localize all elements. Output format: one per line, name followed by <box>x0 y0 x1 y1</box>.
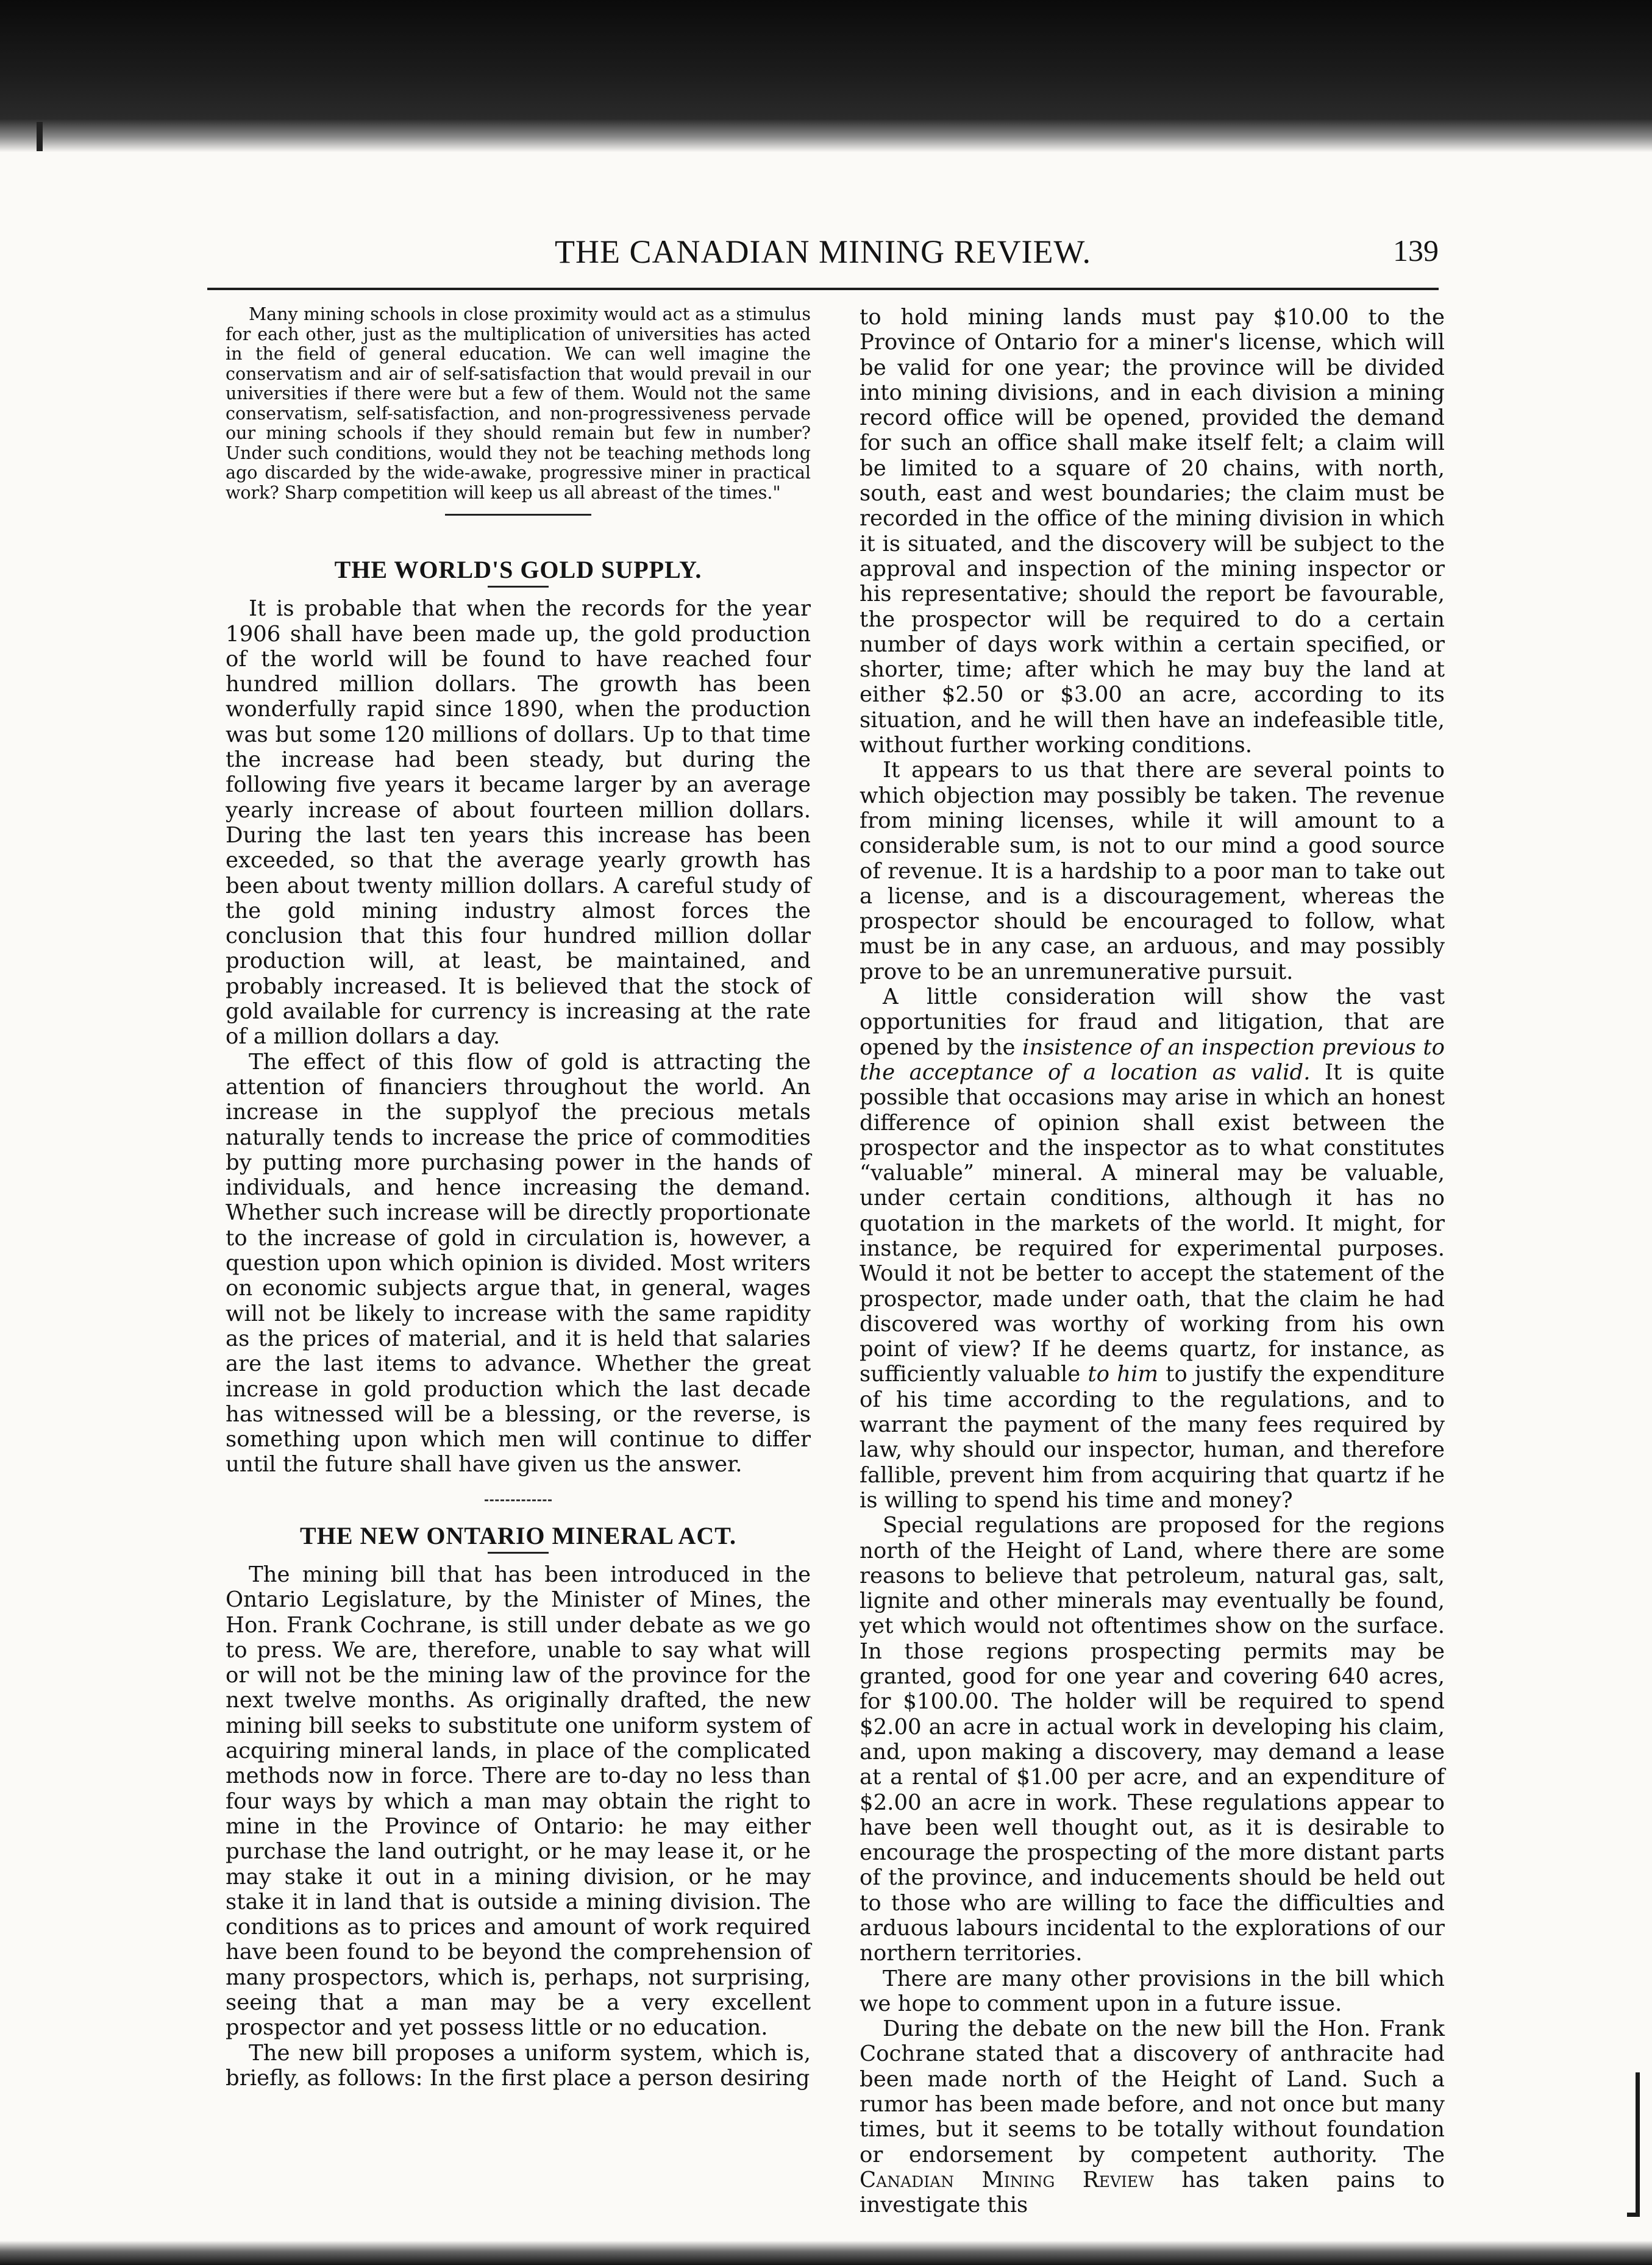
scan-bracket-mark <box>1627 2072 1640 2217</box>
paragraph-text: has taken pains to investigate this <box>860 2167 1445 2218</box>
section-separator <box>485 1499 552 1501</box>
paragraph-text: During the debate on the new bill the Hon. Frank Cochrane stated that a discovery of anthracite had been made north of the Height of Land. Such a rumor has been made before, and not once but many times, but it seems to be totally without foundation or endorsement by competent authority. The <box>860 2016 1445 2167</box>
objections-paragraph: It appears to us that there are several points to which objection may possibly be taken. The revenue from mining licenses, while it will amount to a considerable sum, is not to our mind a good source of revenue. It is a hardship to a poor man to take out a license, and is a discouragement, whereas the prospector should be encouraged to follow, what must be in any case, an arduous, and may possibly prove to be an unremunerative pursuit. <box>860 758 1445 984</box>
journal-title: THE CANADIAN MINING REVIEW. <box>555 233 1091 270</box>
scan-border-bottom <box>0 2241 1652 2265</box>
left-column <box>226 305 811 2225</box>
italic-phrase: to him <box>1088 1362 1159 1387</box>
gold-supply-paragraph: It is probable that when the records for the year 1906 shall have been made up, the gold production of the world will be found to have reached four hundred million dollars. The growth has been wonderfully rapid since 1890, when the production was but some 120 millions of dollars. Up to that time the increase had been steady, but during the following five years it became larger by an average yearly increase of about fourteen million dollars. During the last ten years this increase has been exceeded, so that the average yearly growth has been about twenty million dollars. A careful study of the gold mining industry almost forces the conclusion that this four hundred million dollar production will, at least, be maintained, and probably increased. It is believed that the stock of gold available for currency is increasing at the rate of a million dollars a day. <box>226 596 811 1050</box>
mineral-act-paragraph: The new bill proposes a uniform system, which is, briefly, as follows: In the first place a person desiring <box>226 2040 811 2091</box>
paragraph-text: It is quite possible that occasions may arise in which an honest difference of opinion shall exist between the prospector and the inspector as to what constitutes “valuable” mineral. A mineral may be valuable, under certain conditions, although it has no quotation in the markets of the world. It might, for instance, be required for experimental purposes. Would it not be better to accept the statement of the prospector, made under oath, that the claim he had discovered was worthy of working from his own point of view? If he deems quartz, for instance, as sufficiently valuable <box>860 1059 1445 1387</box>
scan-edge-mark <box>37 122 43 151</box>
gold-supply-paragraph: The effect of this flow of gold is attracting the attention of financiers throughout the world. An increase in the supplyof the precious metals naturally tends to increase the price of commodities by putting more purchasing power in the hands of individuals, and hence increasing the demand. Whether such increase will be directly proportionate to the increase of gold in circulation is, however, a question upon which opinion is divided. Most writers on economic subjects argue that, in general, wages will not be likely to increase with the same rapidity as the prices of material, and it is held that salaries are the last items to advance. Whether the great increase in gold production which the last decade has witnessed will be a blessing, or the reverse, is something upon which men will continue to differ until the future shall have given us the answer. <box>226 1049 811 1477</box>
scan-border-top <box>0 0 1652 152</box>
paragraph-text: A little consideration will show the vast opportunities for fraud and litigation, that are opened by the <box>860 984 1445 1060</box>
right-column <box>860 305 1445 2225</box>
anthracite-paragraph <box>860 2016 1445 2217</box>
heading-worlds-gold-supply: THE WORLD'S GOLD SUPPLY. <box>334 556 702 583</box>
fraud-litigation-paragraph <box>860 984 1445 1513</box>
running-head <box>207 227 1439 290</box>
heading-new-ontario-mineral-act: THE NEW ONTARIO MINERAL ACT. <box>300 1521 736 1549</box>
other-provisions-paragraph: There are many other provisions in the bill which we hope to comment upon in a future issue. <box>860 1966 1445 2016</box>
page-number: 139 <box>1393 233 1439 268</box>
mineral-act-paragraph: The mining bill that has been introduced in the Ontario Legislature, by the Minister of Mines, the Hon. Frank Cochrane, is still under debate as we go to press. We are, therefore, unable to say what will or will not be the mining law of the province for the next twelve months. As originally drafted, the new mining bill seeks to substitute one uniform system of acquiring mineral lands, in place of the complicated methods now in force. There are to-day no less than four ways by which a man may obtain the right to mine in the Province of Ontario: he may either purchase the land outright, or he may lease it, or he may stake it out in a mining division, or he may stake it in land that is outside a mining division. The conditions as to prices and amount of work required have been found to be beyond the comprehension of many prospectors, which is, perhaps, not surprising, seeing that a man may be a very excellent prospector and yet possess little or no education. <box>226 1562 811 2041</box>
journal-name-smallcaps: Canadian Mining Review <box>860 2167 1154 2192</box>
continued-paragraph: to hold mining lands must pay $10.00 to the Province of Ontario for a miner's license, which will be valid for one year; the province will be divided into mining divisions, and in each division a mining record office will be opened, provided the demand for such an office shall make itself felt; a claim will be limited to a square of 20 chains, with north, south, east and west boundaries; the claim must be recorded in the office of the mining division in which it is situated, and the discovery will be subject to the approval and inspection of the mining inspector or his representative; should the report be favourable, the prospector will be required to do a certain number of days work within a certain specified, or shorter, time; after which he may buy the land at either $2.50 or $3.00 an acre, according to its situation, and he will then have an indefeasible title, without further working conditions. <box>860 305 1445 758</box>
paragraph-text: to justify the expenditure of his time according to the regulations, and to warrant the payment of the many fees required by law, why should our inspector, human, and therefore fallible, prevent him from acquiring that quartz if he is willing to spend his time and money? <box>860 1362 1445 1513</box>
italic-phrase: insistence of an inspection previous to the acceptance of a location as valid. <box>860 1034 1445 1085</box>
special-regulations-paragraph: Special regulations are proposed for the regions north of the Height of Land, where there are some reasons to believe that petroleum, natural gas, salt, lignite and other minerals may eventually be found, yet which would not oftentimes show on the surface. In those regions prospecting permits may be granted, good for one year and covering 640 acres, for $100.00. The holder will be required to spend $2.00 an acre in actual work in developing his claim, and, upon making a discovery, may demand a lease at a rental of $1.00 per acre, and an expenditure of $2.00 an acre in work. These regulations appear to have been well thought out, as it is desirable to encourage the prospecting of the more distant parts of the province, and inducements should be held out to those who are willing to face the difficulties and arduous labours incidental to the explorations of our northern territories. <box>860 1513 1445 1966</box>
quoted-excerpt: Many mining schools in close proximity would act as a stimulus for each other, just as the multiplication of universities has acted in the field of general education. We can well imagine the conservatism and air of self-satisfaction that would prevail in our universities if there were but a few of them. Would not the same conservatism, self-satisfaction, and non-progressiveness pervade our mining schools if they should remain but few in number? Under such conditions, would they not be teaching methods long ago discarded by the wide-awake, progressive miner in practical work? Sharp competition will keep us all abreast of the times." <box>226 304 811 503</box>
